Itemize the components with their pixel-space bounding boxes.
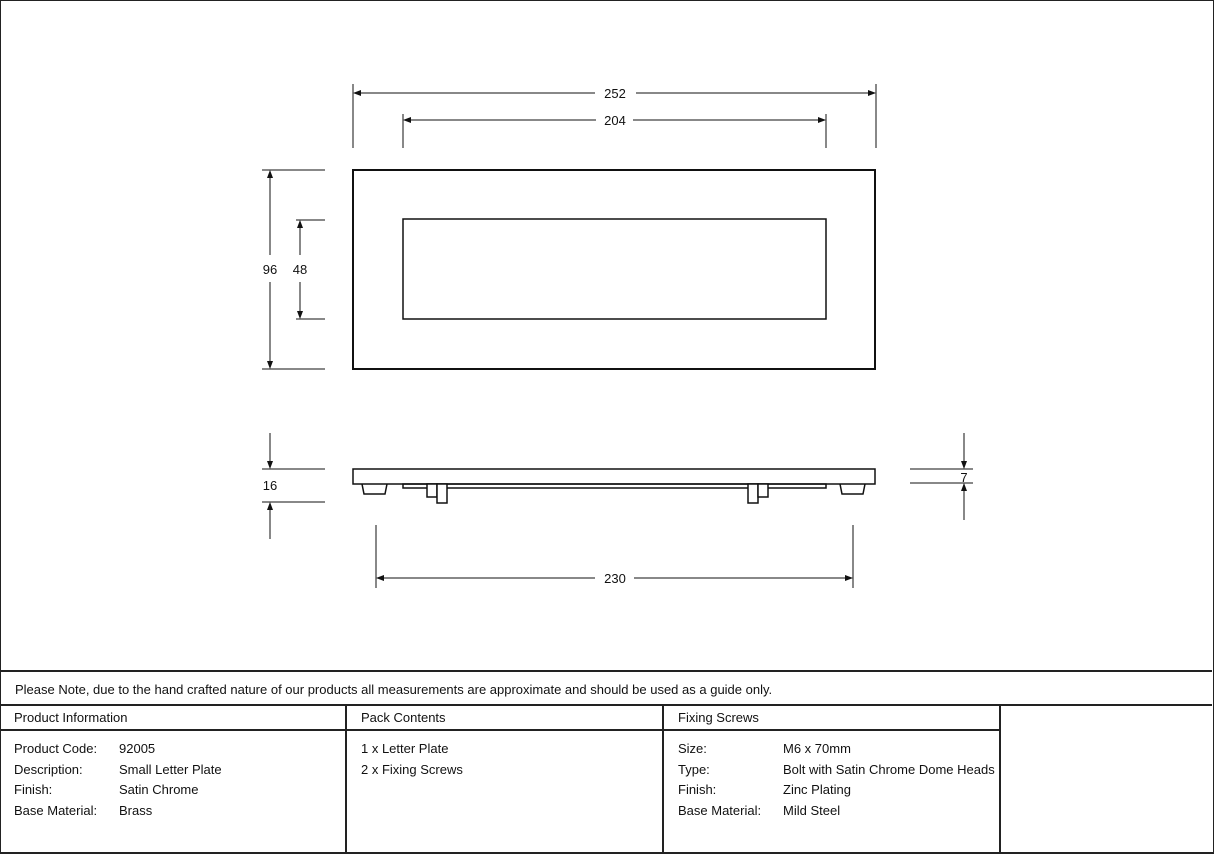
fixing-screws-section xyxy=(664,706,1001,852)
spec-row xyxy=(678,780,999,801)
svg-text:204: 204 xyxy=(604,113,626,128)
spec-row xyxy=(678,739,999,760)
spec-value: 92005 xyxy=(119,741,156,756)
dimension-thickness xyxy=(262,433,325,539)
pack-contents-heading: Pack Contents xyxy=(347,706,662,731)
svg-text:48: 48 xyxy=(292,262,308,277)
spec-value: Satin Chrome xyxy=(119,782,199,797)
top-view xyxy=(353,170,875,369)
dimension-inner-height xyxy=(293,220,325,319)
spec-row xyxy=(678,801,999,822)
svg-text:16: 16 xyxy=(262,478,278,493)
spec-label: Base Material: xyxy=(14,802,98,818)
spec-value: Small Letter Plate xyxy=(119,761,222,777)
svg-text:7: 7 xyxy=(960,470,968,485)
side-view xyxy=(353,469,875,503)
spec-label: Type: xyxy=(678,761,710,777)
spec-row xyxy=(678,760,999,781)
spec-label: Base Material: xyxy=(678,802,762,818)
dimension-fixing-centres xyxy=(376,525,853,588)
product-information-section xyxy=(0,706,347,852)
spec-value: Mild Steel xyxy=(783,802,841,818)
spec-value: Brass xyxy=(119,802,153,818)
svg-text:230: 230 xyxy=(604,571,626,586)
spec-label: Description: xyxy=(14,761,83,777)
dimension-plate-thickness xyxy=(910,433,973,520)
spec-row xyxy=(14,780,345,801)
pack-item: 2 x Fixing Screws xyxy=(361,761,463,777)
spec-table xyxy=(0,706,1214,854)
svg-text:96: 96 xyxy=(262,262,278,277)
spec-label: Finish: xyxy=(14,782,53,797)
spec-value: M6 x 70mm xyxy=(783,741,851,756)
measurement-note: Please Note, due to the hand crafted nature of our products all measurements are approximate and should be used as a guide only. xyxy=(0,670,1212,706)
product-information-heading: Product Information xyxy=(0,706,345,731)
spec-value: Zinc Plating xyxy=(783,782,851,797)
spec-label: Product Code: xyxy=(14,741,98,756)
dimension-inner-width xyxy=(403,113,826,148)
spec-value: Bolt with Satin Chrome Dome Heads xyxy=(783,761,995,777)
fixing-screws-heading: Fixing Screws xyxy=(664,706,999,731)
spec-label: Size: xyxy=(678,741,707,756)
spec-row xyxy=(14,801,345,822)
pack-item: 1 x Letter Plate xyxy=(361,741,449,756)
svg-text:252: 252 xyxy=(604,86,626,101)
spec-label: Finish: xyxy=(678,782,717,797)
spec-row xyxy=(14,739,345,760)
spec-row xyxy=(14,760,345,781)
pack-contents-section xyxy=(347,706,664,852)
blank-section xyxy=(1001,706,1214,852)
